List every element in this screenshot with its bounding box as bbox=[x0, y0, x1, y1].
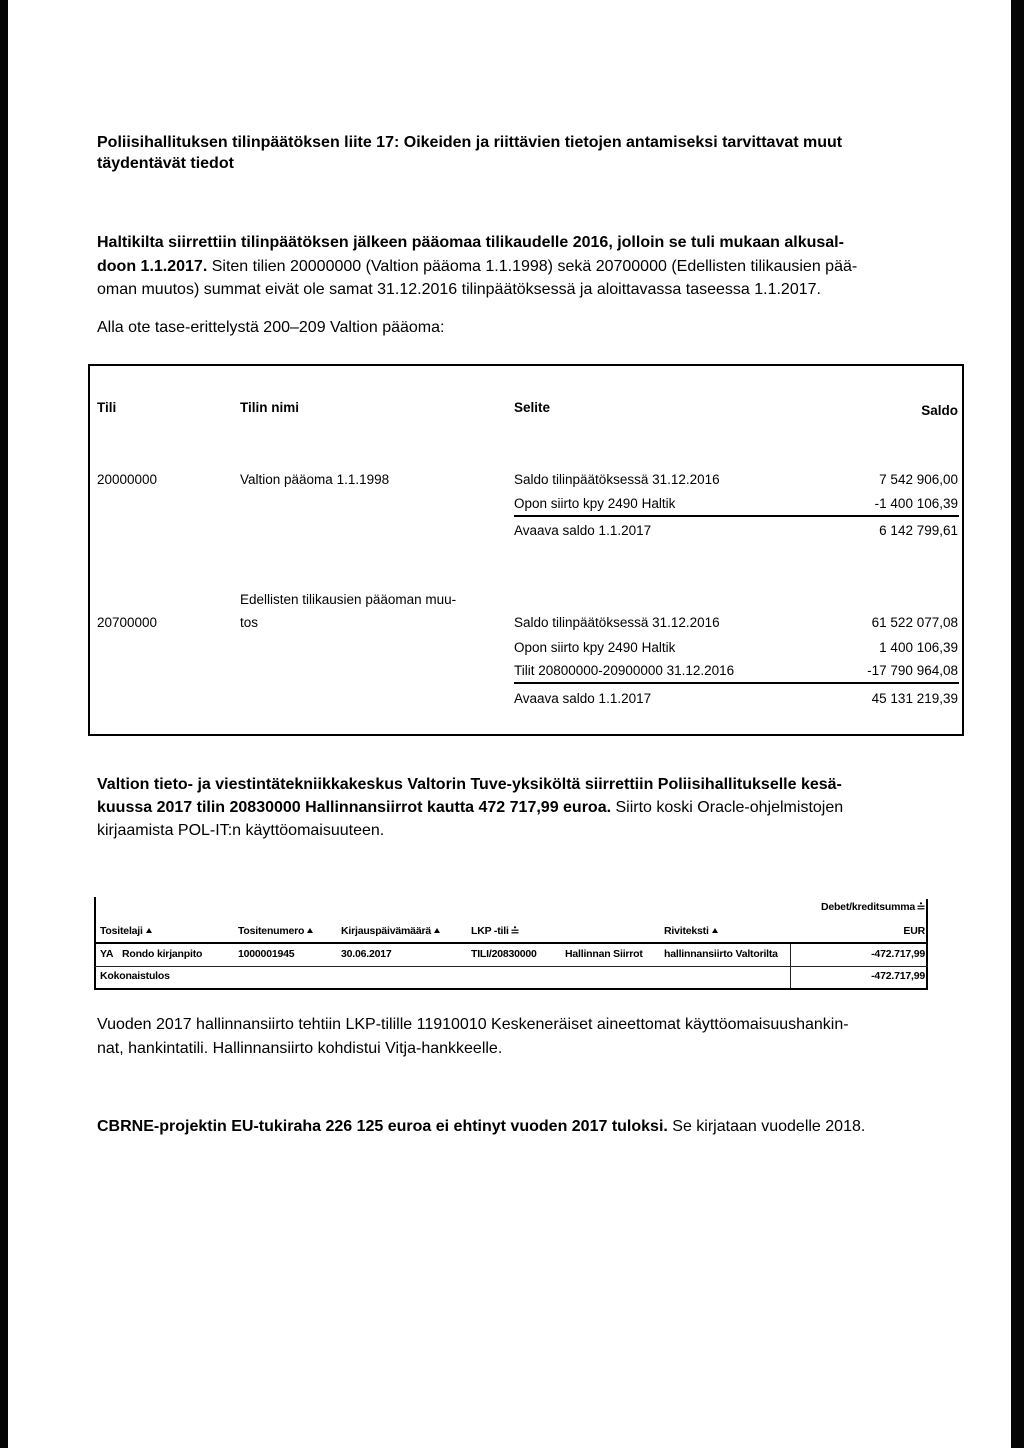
paragraph-line bbox=[97, 819, 384, 842]
entry-balance: -17 790 964,08 bbox=[867, 663, 958, 678]
opening-balance-label: Avaava saldo 1.1.2017 bbox=[514, 691, 652, 706]
column-header-account: Tili bbox=[97, 400, 117, 415]
report-row-rule bbox=[94, 966, 928, 967]
body-text: oman muutos) summat eivät ole samat 31.12.2016 tilinpäätöksessä ja aloittavassa taseessa 1.1.2017. bbox=[97, 281, 821, 298]
bold-text: CBRNE-projektin EU-tukiraha 226 125 euroa ei ehtinyt vuoden 2017 tuloksi. bbox=[97, 1118, 668, 1135]
column-header-document-number bbox=[238, 925, 313, 938]
sort-ascending-icon bbox=[146, 928, 152, 933]
paragraph-line bbox=[97, 231, 844, 255]
document-type-name: Rondo kirjanpito bbox=[122, 948, 203, 960]
paragraph-line bbox=[97, 773, 842, 796]
account-code: TILI/20830000 bbox=[471, 948, 537, 960]
total-label: Kokonaistulos bbox=[100, 970, 170, 982]
account-name: Edellisten tilikausien pääoman muu- bbox=[240, 592, 457, 607]
sort-ascending-icon bbox=[307, 928, 313, 933]
body-text: Siten tilien 20000000 (Valtion pääoma 1.1.1998) sekä 20700000 (Edellisten tilikausien pää- bbox=[211, 257, 858, 275]
column-header-account-name: Tilin nimi bbox=[240, 400, 300, 415]
table-border-left bbox=[88, 364, 90, 736]
entry-description: Tilit 20800000-20900000 31.12.2016 bbox=[514, 663, 735, 678]
body-text: kirjaamista POL-IT:n käyttöomaisuuteen. bbox=[97, 822, 385, 839]
account-number: 20700000 bbox=[97, 615, 158, 630]
column-header-account bbox=[471, 925, 519, 938]
column-header-line-text bbox=[664, 925, 718, 938]
entry-balance: 7 542 906,00 bbox=[879, 472, 958, 487]
entry-balance: -1 400 106,39 bbox=[874, 496, 958, 511]
body-text: Siirto koski Oracle-ohjelmistojen bbox=[615, 799, 844, 816]
measure-header-label: Debet/kreditsumma bbox=[820, 901, 915, 913]
column-header-description: Selite bbox=[514, 400, 551, 415]
opening-balance-value: 6 142 799,61 bbox=[879, 523, 958, 538]
document-number: 1000001945 bbox=[238, 948, 295, 960]
amount: -472.717,99 bbox=[871, 948, 925, 960]
account-name: Valtion pääoma 1.1.1998 bbox=[240, 472, 390, 487]
account-name: tos bbox=[240, 615, 259, 630]
table-border-bottom bbox=[88, 734, 964, 736]
sort-ascending-icon bbox=[434, 928, 440, 933]
report-border-bottom bbox=[94, 988, 928, 990]
opening-balance-label: Avaava saldo 1.1.2017 bbox=[514, 523, 652, 538]
entry-balance: 61 522 077,08 bbox=[871, 615, 958, 630]
body-text: Se kirjataan vuodelle 2018. bbox=[672, 1118, 866, 1135]
scan-edge-left bbox=[0, 0, 8, 1448]
entry-description: Saldo tilinpäätöksessä 31.12.2016 bbox=[514, 615, 720, 630]
measure-header bbox=[821, 901, 925, 914]
scan-edge-right bbox=[1011, 0, 1024, 1448]
funding-note bbox=[97, 1115, 865, 1139]
excerpt-label: Alla ote tase-erittelystä 200–209 Valtion pääoma: bbox=[97, 319, 445, 336]
paragraph-line: Vuoden 2017 hallinnansiirto tehtiin LKP-tilille 11910010 Keskeneräiset aineettomat käyttöomaisuushankin- bbox=[97, 1016, 849, 1033]
paragraph-line bbox=[97, 796, 843, 819]
bold-text: Haltikilta siirrettiin tilinpäätöksen jälkeen pääomaa tilikaudelle 2016, jolloin se tuli mukaan alkusal- bbox=[97, 234, 844, 251]
paragraph-line bbox=[97, 255, 857, 279]
column-header-posting-date bbox=[341, 925, 440, 938]
entry-description: Opon siirto kpy 2490 Haltik bbox=[514, 496, 676, 511]
report-header-rule bbox=[94, 942, 928, 944]
sort-toggle-icon bbox=[917, 902, 925, 910]
report-border-right bbox=[926, 899, 928, 990]
column-header-label: Riviteksti bbox=[664, 925, 709, 937]
document-type-code: YA bbox=[100, 948, 114, 960]
sort-ascending-icon bbox=[712, 928, 718, 933]
page-title-line: täydentävät tiedot bbox=[97, 155, 234, 172]
subtotal-rule bbox=[514, 682, 959, 684]
paragraph-line: nat, hankintatili. Hallinnansiirto kohdistui Vitja-hankkeelle. bbox=[97, 1040, 503, 1057]
column-header-label: Kirjauspäivämäärä bbox=[341, 925, 431, 937]
sort-toggle-icon bbox=[511, 926, 519, 934]
report-column-divider bbox=[790, 944, 791, 988]
posting-date: 30.06.2017 bbox=[341, 948, 392, 960]
report-border-left bbox=[94, 897, 96, 990]
table-border-right bbox=[962, 364, 964, 736]
account-name: Hallinnan Siirrot bbox=[565, 948, 643, 960]
bold-text: kuussa 2017 tilin 20830000 Hallinnansiirrot kautta 472 717,99 euroa. bbox=[97, 799, 612, 816]
column-header-currency: EUR bbox=[903, 925, 925, 937]
opening-balance-value: 45 131 219,39 bbox=[871, 691, 958, 706]
page-title-line: Poliisihallituksen tilinpäätöksen liite 17: Oikeiden ja riittävien tietojen antamiseksi tarvittavat muut bbox=[97, 134, 843, 151]
column-header-label: LKP -tili bbox=[471, 925, 509, 937]
subtotal-rule bbox=[514, 515, 959, 517]
column-header-balance: Saldo bbox=[921, 403, 958, 418]
entry-balance: 1 400 106,39 bbox=[879, 640, 958, 655]
entry-description: Saldo tilinpäätöksessä 31.12.2016 bbox=[514, 472, 720, 487]
column-header-document-type bbox=[100, 925, 152, 938]
account-number: 20000000 bbox=[97, 472, 158, 487]
bold-text: Valtion tieto- ja viestintätekniikkakeskus Valtorin Tuve-yksiköltä siirrettiin Poliisihallitukselle kesä- bbox=[97, 776, 842, 793]
column-header-label: Tositelaji bbox=[100, 925, 143, 937]
table-border-top bbox=[88, 364, 964, 366]
total-amount: -472.717,99 bbox=[871, 970, 925, 982]
column-header-label: Tositenumero bbox=[238, 925, 305, 937]
bold-text: doon 1.1.2017. bbox=[97, 257, 208, 275]
line-text: hallinnansiirto Valtorilta bbox=[664, 948, 778, 960]
paragraph-line bbox=[97, 278, 821, 302]
entry-description: Opon siirto kpy 2490 Haltik bbox=[514, 640, 676, 655]
